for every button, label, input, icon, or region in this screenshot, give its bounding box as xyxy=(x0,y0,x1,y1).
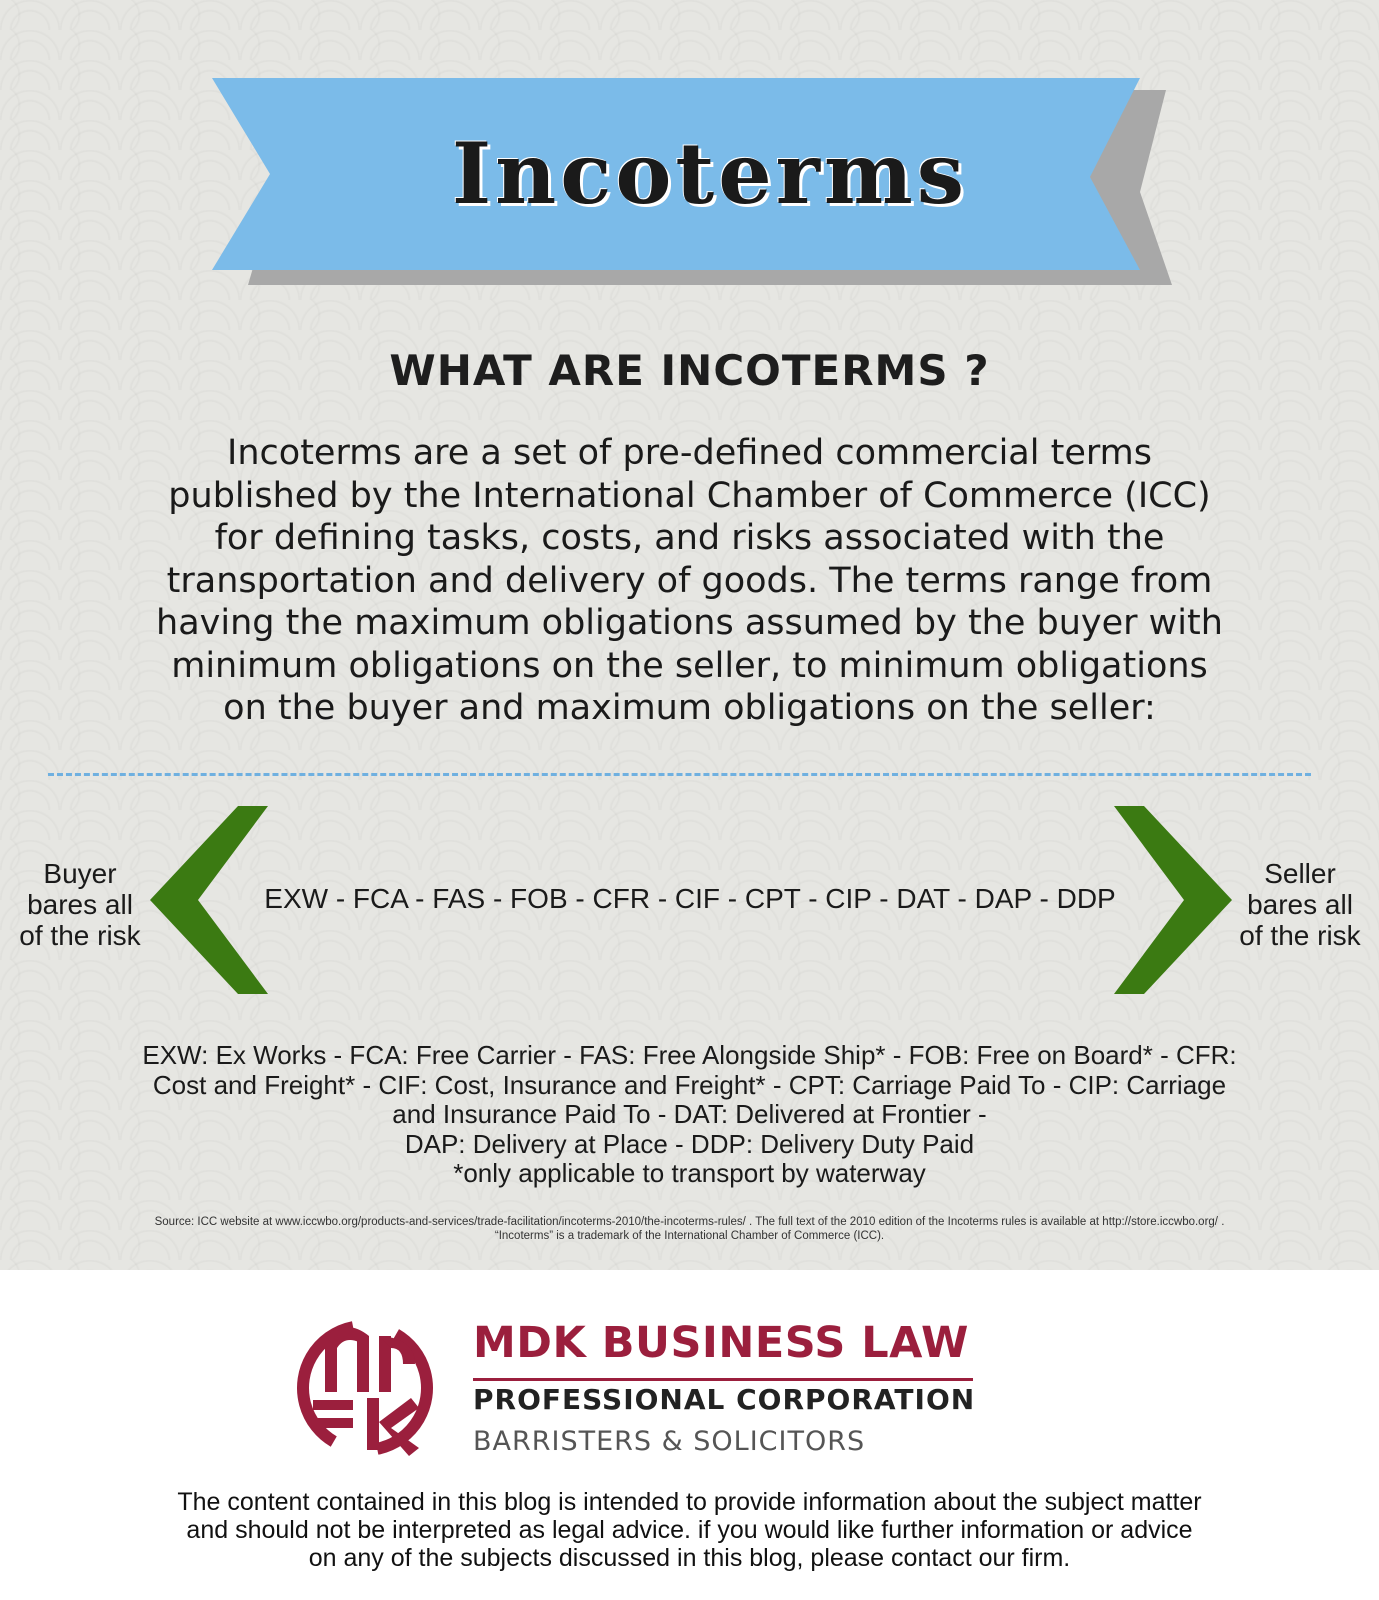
incoterms-scale: EXW - FCA - FAS - FOB - CFR - CIF - CPT - CIP - DAT - DAP - DDP xyxy=(264,883,1116,914)
source-line: Source: ICC website at www.iccwbo.org/products-and-services/trade-facilitation/incoterms-2010/the-incoterms-rules/ . The full text of the 2010 edition of the Incoterms rules is available at http://store.iccwbo.org/ . xyxy=(154,1216,1225,1228)
disclaimer-line: and should not be interpreted as legal advice. if you would like further information or advice xyxy=(186,1516,1193,1544)
title-banner xyxy=(210,70,1200,300)
definition-line: and Insurance Paid To - DAT: Delivered at Frontier - xyxy=(392,1099,987,1129)
brand-rule xyxy=(473,1378,973,1381)
seller-risk-label xyxy=(1220,858,1379,951)
disclaimer-line: on any of the subjects discussed in this blog, please contact our firm. xyxy=(308,1544,1071,1572)
buyer-label-line: Buyer xyxy=(43,858,117,889)
intro-line: having the maximum obligations assumed by the buyer with xyxy=(156,603,1223,643)
mdk-logo-icon xyxy=(295,1318,435,1458)
brand-name: MDK BUSINESS LAW xyxy=(473,1318,969,1368)
intro-line: on the buyer and maximum obligations on the seller: xyxy=(223,688,1156,728)
buyer-label-line: bares all xyxy=(27,889,133,920)
seller-label-line: Seller xyxy=(1264,858,1336,889)
brand-corporation: PROFESSIONAL CORPORATION xyxy=(473,1383,976,1416)
source-note xyxy=(20,1215,1359,1243)
definition-line: DAP: Delivery at Place - DDP: Delivery Duty Paid xyxy=(404,1128,975,1159)
intro-line: for defining tasks, costs, and risks associated with the xyxy=(214,518,1165,558)
definition-line: Cost and Freight* - CIF: Cost, Insurance and Freight* - CPT: Carriage Paid To - CIP: Carriage xyxy=(152,1069,1227,1100)
disclaimer xyxy=(80,1488,1299,1572)
intro-line: published by the International Chamber of Commerce (ICC) xyxy=(168,475,1211,516)
disclaimer-line: The content contained in this blog is intended to provide information about the subject matter xyxy=(177,1488,1202,1516)
buyer-risk-label xyxy=(5,858,155,951)
definition-footnote: *only applicable to transport by waterway xyxy=(453,1158,926,1188)
right-chevron-icon xyxy=(1112,806,1232,994)
banner-title: Incoterms xyxy=(451,124,969,223)
definition-line: EXW: Ex Works - FCA: Free Carrier - FAS: Free Alongside Ship* - FOB: Free on Board* - CFR: xyxy=(142,1040,1237,1070)
section-heading: WHAT ARE INCOTERMS ? xyxy=(389,346,990,395)
trademark-line: “Incoterms” is a trademark of the International Chamber of Commerce (ICC). xyxy=(494,1230,885,1242)
intro-line: minimum obligations on the seller, to minimum obligations xyxy=(171,645,1208,686)
buyer-label-line: of the risk xyxy=(19,920,141,951)
intro-line: transportation and delivery of goods. The terms range from xyxy=(166,560,1213,601)
brand-subtitle: BARRISTERS & SOLICITORS xyxy=(473,1426,866,1457)
dashed-divider xyxy=(48,773,1311,776)
seller-label-line: bares all xyxy=(1247,889,1353,920)
intro-line: Incoterms are a set of pre-defined commercial terms xyxy=(227,433,1152,473)
seller-label-line: of the risk xyxy=(1239,920,1361,951)
intro-paragraph xyxy=(100,432,1279,730)
term-definitions xyxy=(90,1041,1289,1189)
